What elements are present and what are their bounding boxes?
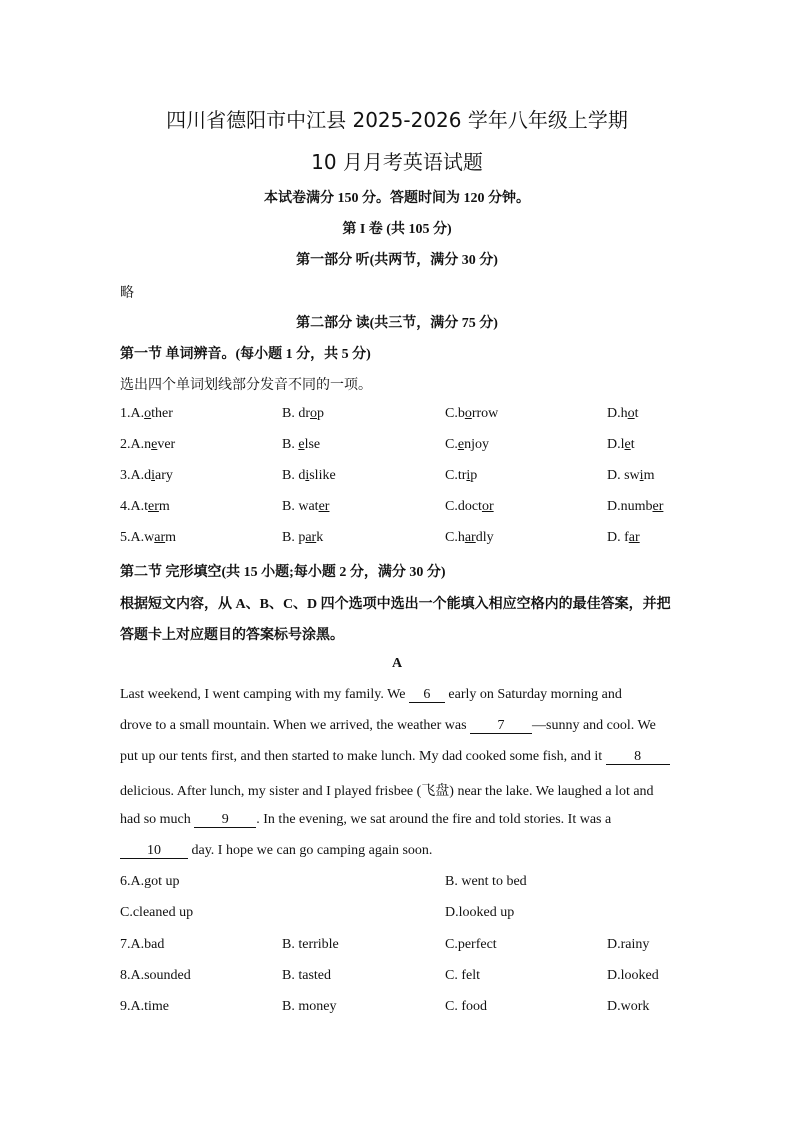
phonics-question-2: [0, 437, 794, 457]
phonics-question-3: [0, 468, 794, 488]
word-prefix: 4.A.t: [120, 499, 148, 514]
passage-text: drove to a small mountain. When we arrived, the weather was: [120, 718, 471, 733]
option-6d: D.looked up: [445, 905, 515, 920]
score-note: 本试卷满分 150 分。答题时间为 120 分钟。: [264, 191, 530, 206]
underlined-letters: er: [318, 499, 330, 514]
option-2c: [445, 437, 489, 453]
word-prefix: D.l: [607, 437, 625, 452]
passage-line: [120, 843, 432, 859]
page-subtitle: 10 月月考英语试题: [311, 150, 483, 174]
underlined-letters: ar: [305, 530, 317, 545]
option-2b: [282, 437, 320, 453]
option-4b: [282, 499, 329, 515]
underlined-letters: e: [624, 437, 631, 452]
passage-text: —sunny and cool. We: [532, 718, 656, 733]
word-suffix: dly: [475, 530, 494, 545]
passage-line: [120, 749, 670, 765]
option-3d: [607, 468, 654, 484]
section1-heading: 第一节 单词辨音。(每小题 1 分，共 5 分): [120, 347, 371, 362]
passage-text: day. I hope we can go camping again soon.: [188, 843, 433, 858]
underlined-letters: i: [639, 468, 644, 483]
option-2a: [120, 437, 175, 453]
word-prefix: 1.A.: [120, 406, 145, 421]
word-suffix: t: [634, 406, 639, 421]
passage-label: A: [391, 656, 403, 671]
underlined-letters: e: [298, 437, 305, 452]
underlined-letters: e: [151, 437, 158, 452]
option-3a: [120, 468, 173, 484]
question-7: [0, 937, 794, 957]
word-suffix: k: [316, 530, 324, 545]
word-prefix: B. d: [282, 468, 306, 483]
passage-line: [120, 718, 656, 734]
part1-heading: 第一部分 听(共两节，满分 30 分): [296, 253, 498, 268]
blank-6: 6: [409, 688, 445, 703]
omitted-note: 略: [120, 286, 134, 301]
word-prefix: B. wat: [282, 499, 319, 514]
question-6-row2: [0, 905, 794, 925]
underlined-letters: er: [148, 499, 159, 514]
underlined-letters: i: [151, 468, 156, 483]
option-1b: [282, 406, 324, 422]
option-1a: [120, 406, 173, 422]
section2-instruction-line2: 答题卡上对应题目的答案标号涂黑。: [120, 628, 344, 643]
option-6b: B. went to bed: [445, 874, 527, 889]
word-prefix: 2.A.n: [120, 437, 152, 452]
passage-text: . In the evening, we sat around the fire and told stories. It was a: [256, 812, 612, 827]
word-prefix: C.: [445, 437, 458, 452]
word-prefix: D. f: [607, 530, 629, 545]
section2-instruction-line1: 根据短文内容，从 A、B、C、D 四个选项中选出一个能填入相应空格内的最佳答案，并把: [120, 597, 671, 612]
word-prefix: D.numb: [607, 499, 653, 514]
option-2d: [607, 437, 635, 453]
word-prefix: C.h: [445, 530, 465, 545]
phonics-question-4: [0, 499, 794, 519]
word-suffix: m: [643, 468, 655, 483]
volume-heading: 第 I 卷 (共 105 分): [342, 222, 452, 237]
blank-10: 10: [120, 844, 188, 859]
option-7a: 7.A.bad: [120, 937, 165, 952]
underlined-letters: or: [481, 499, 494, 514]
word-suffix: slike: [309, 468, 336, 483]
word-prefix: B. p: [282, 530, 306, 545]
underlined-letters: ar: [464, 530, 476, 545]
option-9c: C. food: [445, 999, 487, 1014]
word-prefix: B. dr: [282, 406, 310, 421]
word-suffix: m: [165, 530, 177, 545]
blank-7: 7: [470, 719, 532, 734]
blank-9: 9: [194, 813, 256, 828]
option-9a: 9.A.time: [120, 999, 169, 1014]
underlined-letters: ar: [628, 530, 640, 545]
question-8: [0, 968, 794, 988]
word-prefix: 3.A.d: [120, 468, 152, 483]
option-8d: D.looked: [607, 968, 659, 983]
option-6c: C.cleaned up: [120, 905, 194, 920]
word-suffix: ther: [151, 406, 173, 421]
page-title: 四川省德阳市中江县 2025-2026 学年八年级上学期: [166, 108, 628, 132]
passage-line: [120, 812, 611, 828]
section1-instruction: 选出四个单词划线部分发音不同的一项。: [120, 378, 372, 393]
question-9: [0, 999, 794, 1019]
option-8a: 8.A.sounded: [120, 968, 191, 983]
option-1d: [607, 406, 639, 422]
word-suffix: njoy: [464, 437, 489, 452]
underlined-letters: ar: [154, 530, 166, 545]
option-7b: B. terrible: [282, 937, 339, 952]
option-4a: [120, 499, 170, 515]
word-suffix: ver: [157, 437, 176, 452]
word-suffix: p: [317, 406, 324, 421]
option-3b: [282, 468, 336, 484]
word-suffix: t: [630, 437, 635, 452]
option-3c: [445, 468, 477, 484]
word-prefix: D.h: [607, 406, 628, 421]
underlined-letters: i: [466, 468, 471, 483]
part2-heading: 第二部分 读(共三节，满分 75 分): [296, 316, 498, 331]
question-6-row1: [0, 874, 794, 894]
option-4d: [607, 499, 663, 515]
option-7c: C.perfect: [445, 937, 497, 952]
section2-heading: 第二节 完形填空(共 15 小题;每小题 2 分，满分 30 分): [120, 565, 446, 580]
underlined-letters: o: [464, 406, 472, 421]
underlined-letters: o: [144, 406, 152, 421]
blank-8: 8: [606, 750, 670, 765]
passage-text: Last weekend, I went camping with my family. We: [120, 687, 409, 702]
word-suffix: ary: [155, 468, 173, 483]
underlined-letters: e: [457, 437, 465, 452]
word-prefix: C.doct: [445, 499, 482, 514]
option-6a: 6.A.got up: [120, 874, 180, 889]
word-prefix: C.tr: [445, 468, 467, 483]
option-5b: [282, 530, 323, 546]
word-suffix: m: [158, 499, 170, 514]
passage-text: early on Saturday morning and: [444, 687, 622, 702]
word-suffix: lse: [304, 437, 321, 452]
underlined-letters: er: [652, 499, 664, 514]
underlined-letters: i: [305, 468, 310, 483]
option-4c: [445, 499, 494, 515]
underlined-letters: o: [627, 406, 635, 421]
option-5a: [120, 530, 176, 546]
phonics-question-5: [0, 530, 794, 550]
passage-text: had so much: [120, 812, 195, 827]
passage-line: [120, 780, 654, 800]
word-prefix: C.b: [445, 406, 465, 421]
option-7d: D.rainy: [607, 937, 650, 952]
word-suffix: rrow: [471, 406, 499, 421]
word-suffix: p: [470, 468, 478, 483]
option-5d: [607, 530, 640, 546]
word-prefix: D. sw: [607, 468, 640, 483]
passage-line: [120, 687, 622, 703]
underlined-letters: o: [310, 406, 317, 421]
passage-text: delicious. After lunch, my sister and I played frisbee (飞盘) near the lake. We laughed a lot and: [120, 784, 654, 799]
option-1c: [445, 406, 498, 422]
option-5c: [445, 530, 494, 546]
option-9d: D.work: [607, 999, 650, 1014]
option-9b: B. money: [282, 999, 337, 1014]
phonics-question-1: [0, 406, 794, 426]
option-8c: C. felt: [445, 968, 480, 983]
passage-text: put up our tents first, and then started to make lunch. My dad cooked some fish, and it: [120, 749, 606, 764]
word-prefix: 5.A.w: [120, 530, 155, 545]
word-prefix: B.: [282, 437, 299, 452]
option-8b: B. tasted: [282, 968, 331, 983]
